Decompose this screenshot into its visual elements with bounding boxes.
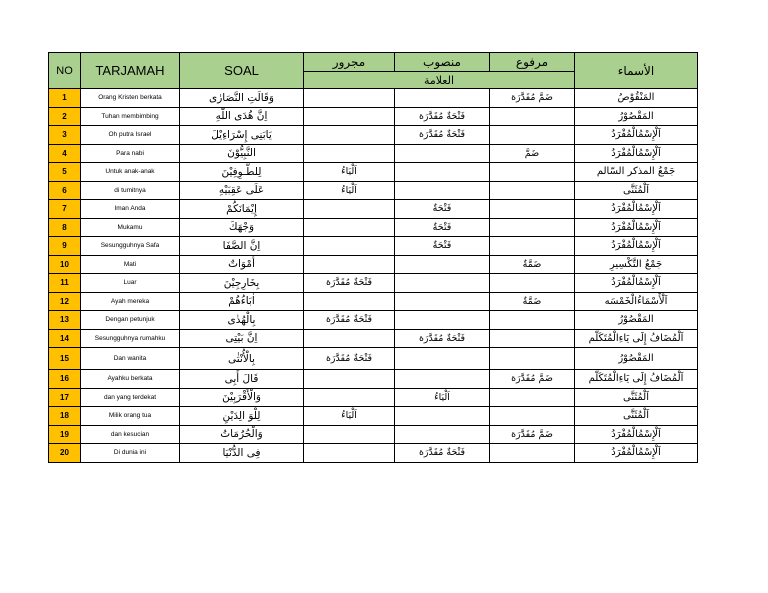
cell-no: 16 — [49, 370, 81, 389]
cell-asma: اَلْإِسْمُالْمُفْرَدُ — [575, 274, 698, 293]
header-soal: SOAL — [180, 53, 304, 89]
cell-tarjamah: di tumitnya — [81, 181, 180, 200]
table-row — [49, 407, 698, 426]
cell-soal: النَّبِيُّوْنَ — [180, 144, 304, 163]
cell-majrur — [304, 107, 395, 126]
cell-tarjamah: Luar — [81, 274, 180, 293]
cell-soal: أَمْوَاتٌ — [180, 255, 304, 274]
cell-majrur: فَتْحَةٌ مُقَدَّرَة — [304, 274, 395, 293]
cell-no: 17 — [49, 388, 81, 407]
cell-soal: اِنَّ هُدَى اللّٰهِ — [180, 107, 304, 126]
cell-no: 7 — [49, 200, 81, 219]
cell-majrur: فَتْحَةٌ مُقَدَّرَة — [304, 348, 395, 370]
cell-majrur — [304, 329, 395, 348]
cell-asma: اَلْإِسْمُالْمُفْرَدُ — [575, 144, 698, 163]
cell-tarjamah: Ayah mereka — [81, 292, 180, 311]
cell-majrur — [304, 237, 395, 256]
cell-asma: جَمْعُ المذكر السّالم — [575, 163, 698, 182]
cell-no: 15 — [49, 348, 81, 370]
table-row — [49, 181, 698, 200]
cell-marfu: ضَمَّ مُقَدَّرَة — [490, 370, 575, 389]
cell-majrur — [304, 425, 395, 444]
cell-tarjamah: Iman Anda — [81, 200, 180, 219]
cell-manshub — [395, 311, 490, 330]
cell-no: 8 — [49, 218, 81, 237]
cell-marfu: ضَمَّ مُقَدَّرَة — [490, 425, 575, 444]
header-asma: الأسماء — [575, 53, 698, 89]
cell-majrur — [304, 144, 395, 163]
cell-tarjamah: Mukamu — [81, 218, 180, 237]
cell-majrur: فَتْحَةٌ مُقَدَّرَة — [304, 311, 395, 330]
table-row — [49, 218, 698, 237]
cell-soal: بِالْأُنْثٰى — [180, 348, 304, 370]
cell-no: 4 — [49, 144, 81, 163]
cell-majrur: اَلْيَاءُ — [304, 163, 395, 182]
table-row — [49, 444, 698, 463]
cell-manshub — [395, 370, 490, 389]
cell-no: 12 — [49, 292, 81, 311]
cell-no: 18 — [49, 407, 81, 426]
table-row — [49, 107, 698, 126]
cell-manshub: فَتْحَةٌ — [395, 218, 490, 237]
cell-tarjamah: Oh putra Israel — [81, 126, 180, 145]
cell-asma: اَلْمُثَنَّى — [575, 181, 698, 200]
table-row — [49, 274, 698, 293]
cell-tarjamah: Sesungguhnya Safa — [81, 237, 180, 256]
cell-marfu — [490, 311, 575, 330]
cell-marfu — [490, 107, 575, 126]
cell-marfu: ضَمَّ — [490, 144, 575, 163]
cell-tarjamah: Para nabi — [81, 144, 180, 163]
cell-soal: قَالَ أَبِى — [180, 370, 304, 389]
cell-no: 2 — [49, 107, 81, 126]
cell-manshub — [395, 255, 490, 274]
cell-tarjamah: Orang Kristen berkata — [81, 89, 180, 108]
cell-tarjamah: Ayahku berkata — [81, 370, 180, 389]
cell-manshub — [395, 89, 490, 108]
cell-tarjamah: Dengan petunjuk — [81, 311, 180, 330]
cell-soal: لِلطَّـوِفِيْنَ — [180, 163, 304, 182]
cell-manshub — [395, 407, 490, 426]
cell-soal: اٰبَاءُهُمْ — [180, 292, 304, 311]
cell-manshub: فَتْحَةٌ — [395, 200, 490, 219]
cell-soal: وَجْهَكَ — [180, 218, 304, 237]
cell-majrur — [304, 388, 395, 407]
cell-soal: بِخَارِجِيْنَ — [180, 274, 304, 293]
grammar-table — [48, 52, 698, 463]
cell-asma: المَقْصُوْرُ — [575, 348, 698, 370]
cell-asma: المَنْقُوْصُ — [575, 89, 698, 108]
cell-tarjamah: Milik orang tua — [81, 407, 180, 426]
cell-majrur — [304, 126, 395, 145]
table-row — [49, 388, 698, 407]
cell-asma: اَلْأَسْمَاءُالْخَمْسَه — [575, 292, 698, 311]
cell-no: 14 — [49, 329, 81, 348]
table-row — [49, 237, 698, 256]
cell-tarjamah: Untuk anak-anak — [81, 163, 180, 182]
cell-asma: اَلْإِسْمُالْمُفْرَدُ — [575, 218, 698, 237]
table-row — [49, 89, 698, 108]
cell-marfu — [490, 329, 575, 348]
cell-marfu — [490, 348, 575, 370]
cell-manshub: فَتْحَةٌ — [395, 237, 490, 256]
cell-asma: اَلْمُثَنَّى — [575, 388, 698, 407]
header-alamah: العلامة — [304, 72, 575, 89]
cell-manshub — [395, 274, 490, 293]
header-tarjamah: TARJAMAH — [81, 53, 180, 89]
cell-soal: اِنَّ بَيْتِى — [180, 329, 304, 348]
cell-asma: اَلْإِسْمُالْمُفْرَدُ — [575, 237, 698, 256]
table-row — [49, 200, 698, 219]
header-marfu: مرفوع — [490, 53, 575, 72]
cell-marfu — [490, 274, 575, 293]
table-row — [49, 292, 698, 311]
cell-majrur: اَلْيَاءُ — [304, 181, 395, 200]
header-majrur: مجرور — [304, 53, 395, 72]
cell-no: 11 — [49, 274, 81, 293]
table-row — [49, 425, 698, 444]
cell-no: 1 — [49, 89, 81, 108]
cell-marfu — [490, 218, 575, 237]
header-no: NO — [49, 53, 81, 89]
cell-tarjamah: dan kesucian — [81, 425, 180, 444]
table-row — [49, 329, 698, 348]
cell-marfu — [490, 163, 575, 182]
cell-majrur — [304, 255, 395, 274]
cell-soal: يَابَنِى إِسْرَاءِيْلَ — [180, 126, 304, 145]
cell-asma: اَلْمُضَافُ إِلَى يَاءِالْمُتَكَلَّم — [575, 329, 698, 348]
cell-soal: إِيْمَانَكُمْ — [180, 200, 304, 219]
cell-no: 19 — [49, 425, 81, 444]
cell-majrur — [304, 200, 395, 219]
cell-no: 9 — [49, 237, 81, 256]
cell-soal: فِى الدُّنْيَا — [180, 444, 304, 463]
cell-marfu — [490, 388, 575, 407]
cell-majrur — [304, 292, 395, 311]
cell-majrur — [304, 370, 395, 389]
cell-marfu: ضَمَّ مُقَدَّرَة — [490, 89, 575, 108]
table-row — [49, 311, 698, 330]
cell-marfu — [490, 181, 575, 200]
cell-marfu: ضَمَّةٌ — [490, 255, 575, 274]
cell-asma: اَلْإِسْمُالْمُفْرَدُ — [575, 444, 698, 463]
cell-tarjamah: Sesungguhnya rumahku — [81, 329, 180, 348]
table-row — [49, 163, 698, 182]
cell-marfu — [490, 237, 575, 256]
cell-manshub: فَتْحَةٌ مُقَدَّرَة — [395, 329, 490, 348]
table-body — [49, 89, 698, 463]
cell-no: 6 — [49, 181, 81, 200]
table-row — [49, 126, 698, 145]
cell-no: 3 — [49, 126, 81, 145]
cell-soal: وَالْأَقْرَبِيْنَ — [180, 388, 304, 407]
cell-asma: اَلْإِسْمُالْمُفْرَدُ — [575, 425, 698, 444]
cell-marfu: ضَمَّةٌ — [490, 292, 575, 311]
cell-marfu — [490, 444, 575, 463]
cell-no: 5 — [49, 163, 81, 182]
cell-manshub — [395, 425, 490, 444]
cell-marfu — [490, 200, 575, 219]
cell-majrur — [304, 218, 395, 237]
cell-no: 13 — [49, 311, 81, 330]
cell-tarjamah: Mati — [81, 255, 180, 274]
cell-manshub — [395, 163, 490, 182]
cell-asma: اَلْإِسْمُالْمُفْرَدُ — [575, 126, 698, 145]
cell-no: 10 — [49, 255, 81, 274]
table-row — [49, 348, 698, 370]
cell-asma: اَلْإِسْمُالْمُفْرَدُ — [575, 200, 698, 219]
cell-tarjamah: dan yang terdekat — [81, 388, 180, 407]
cell-asma: اَلْمُثَنَّى — [575, 407, 698, 426]
header-manshub: منصوب — [395, 53, 490, 72]
cell-majrur — [304, 444, 395, 463]
cell-tarjamah: Tuhan membimbing — [81, 107, 180, 126]
cell-asma: جَمْعُ التَّكْسِيرِ — [575, 255, 698, 274]
cell-marfu — [490, 407, 575, 426]
table-row — [49, 255, 698, 274]
cell-soal: وَالْحُرُمَاتُ — [180, 425, 304, 444]
cell-manshub: فَتْحَةٌ مُقَدَّرَة — [395, 107, 490, 126]
cell-tarjamah: Dan wanita — [81, 348, 180, 370]
cell-manshub — [395, 181, 490, 200]
cell-manshub: اَلْيَاءُ — [395, 388, 490, 407]
cell-asma: المَقْصُوْرُ — [575, 311, 698, 330]
cell-majrur — [304, 89, 395, 108]
cell-tarjamah: Di dunia ini — [81, 444, 180, 463]
cell-asma: اَلْمُضَافُ إِلَى يَاءِالْمُتَكَلَّم — [575, 370, 698, 389]
cell-manshub — [395, 292, 490, 311]
cell-manshub — [395, 144, 490, 163]
table-row — [49, 144, 698, 163]
cell-manshub: فَتْحَةٌ مُقَدَّرَة — [395, 126, 490, 145]
cell-soal: عَلَى عَقِبَيْهِ — [180, 181, 304, 200]
cell-majrur: اَلْيَاءُ — [304, 407, 395, 426]
cell-marfu — [490, 126, 575, 145]
cell-manshub: فَتْحَةٌ مُقَدَّرَة — [395, 444, 490, 463]
table-row — [49, 370, 698, 389]
cell-soal: وَقَالَتِ النَّصَارٰى — [180, 89, 304, 108]
cell-soal: اِنَّ الصَّفَا — [180, 237, 304, 256]
cell-asma: المَقْصُوْرُ — [575, 107, 698, 126]
cell-no: 20 — [49, 444, 81, 463]
cell-soal: لِلْوَ الِدَيْنِ — [180, 407, 304, 426]
cell-soal: بِالْهُدٰى — [180, 311, 304, 330]
cell-manshub — [395, 348, 490, 370]
